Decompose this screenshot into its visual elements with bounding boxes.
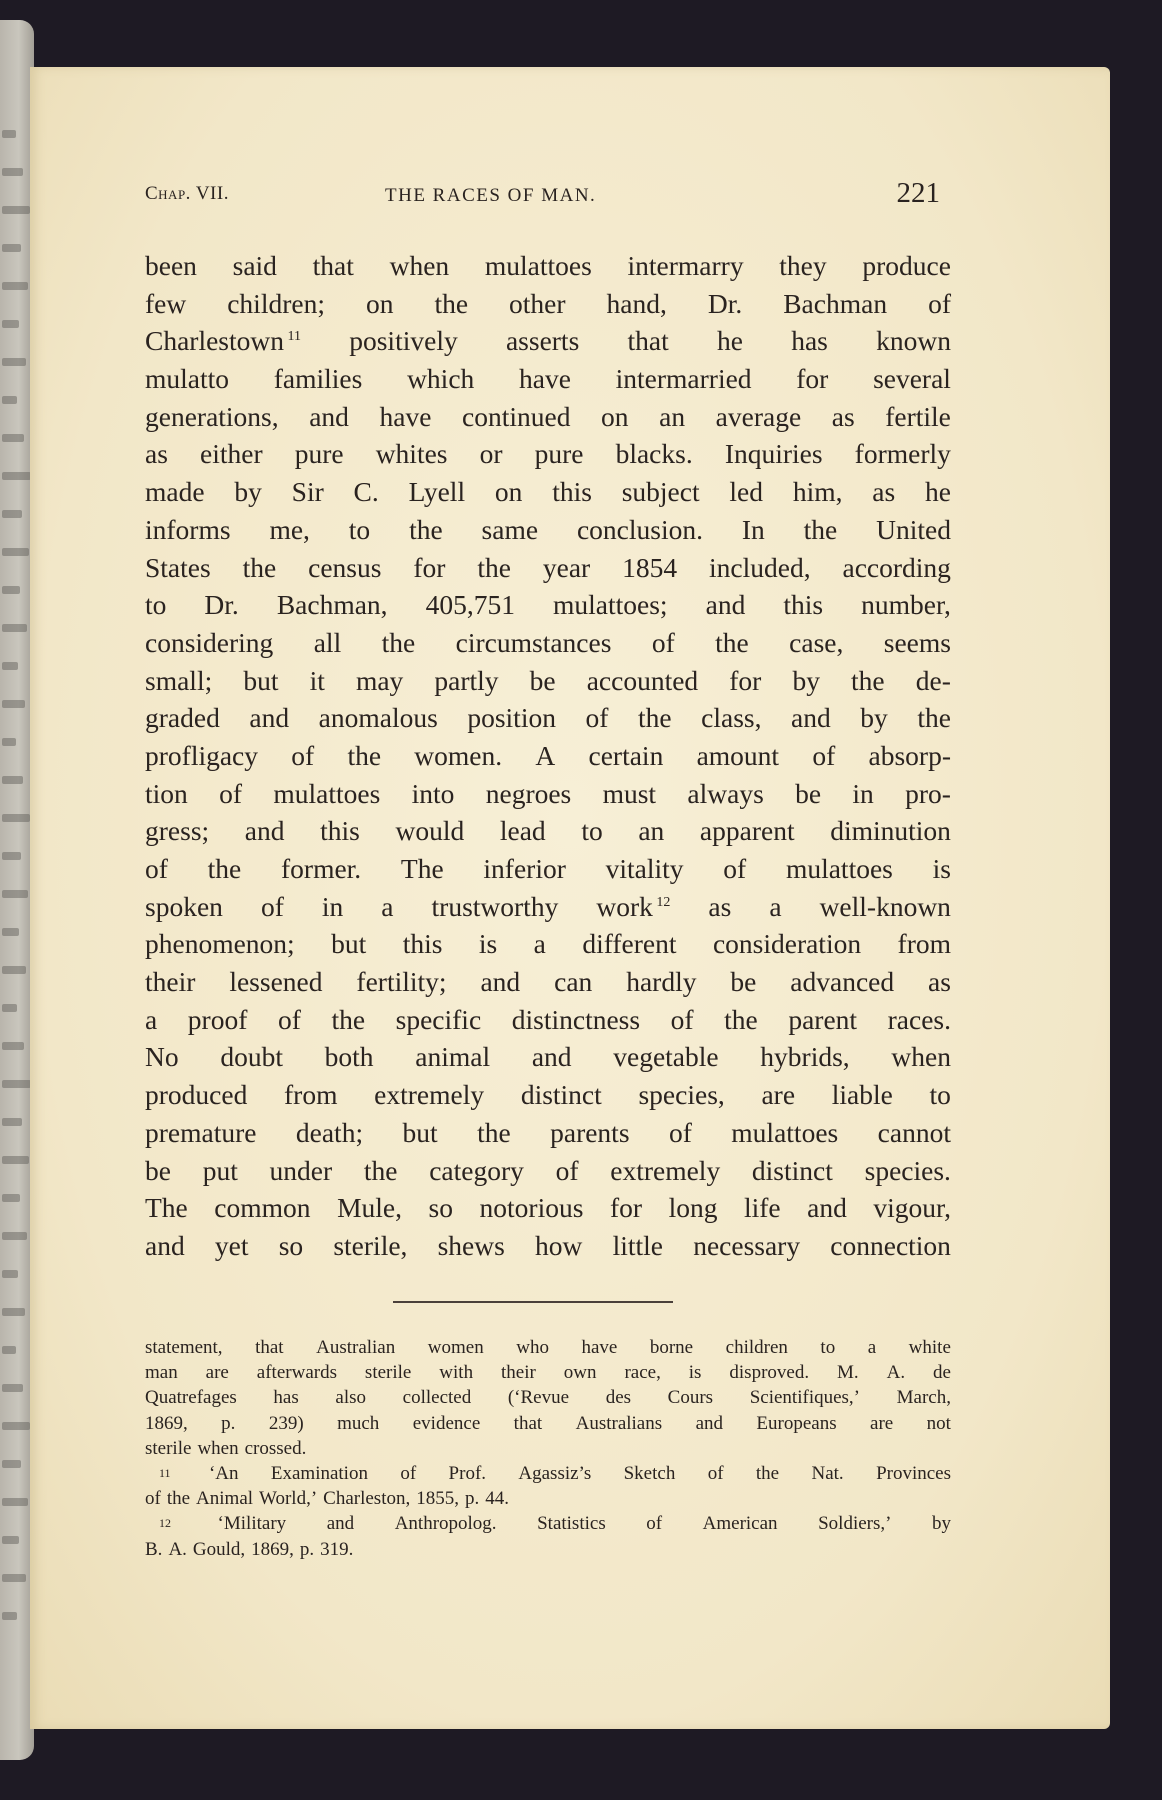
spine-text-smudge [2, 1118, 22, 1126]
spine-text-smudge [2, 776, 23, 784]
spine-text-smudge [2, 814, 30, 822]
body-line: profligacy of the women. A certain amount of absorp- [145, 739, 951, 771]
body-line: small; but it may partly be accounted for by the de- [145, 664, 951, 696]
footnote-reference: 11 [284, 329, 301, 345]
body-line: made by Sir C. Lyell on this subject led him, as he [145, 476, 951, 508]
spine-text-smudge [2, 738, 16, 746]
footnote-line: 11 ‘An Examination of Prof. Agassiz’s Sketch of the Nat. Provinces [145, 1461, 951, 1486]
spine-text-smudge [2, 244, 21, 252]
body-line: and yet so sterile, shews how little necessary connection [145, 1229, 951, 1261]
chapter-label: Chap. VII. [145, 183, 229, 204]
body-text [145, 247, 951, 1265]
spine-text-smudge [2, 700, 25, 708]
body-line: informs me, to the same conclusion. In the United [145, 513, 951, 545]
footnote-line: sterile when crossed. [145, 1437, 307, 1459]
spine-text-smudge [2, 168, 23, 176]
spine-text-smudge [2, 1042, 24, 1050]
adjacent-page-spine [0, 20, 34, 1760]
body-line: spoken of in a trustworthy work $^{12}$ as a well-known [145, 890, 951, 922]
footnote-line: 1869, p. 239) much evidence that Australians and Europeans are not [145, 1412, 951, 1434]
body-line: No doubt both animal and vegetable hybrids, when [145, 1041, 951, 1073]
body-line: tion of mulattoes into negroes must always be in pro- [145, 777, 951, 809]
spine-text-smudge [2, 472, 31, 480]
spine-text-smudge [2, 890, 28, 898]
body-line: be put under the category of extremely distinct species. [145, 1154, 951, 1186]
page-number: 221 [896, 177, 940, 209]
spine-text-smudge [2, 1460, 21, 1468]
body-line: mulatto families which have intermarried for several [145, 363, 951, 395]
body-line: been said that when mulattoes intermarry they produce [145, 250, 951, 281]
running-title: THE RACES OF MAN. [385, 185, 597, 206]
body-line: gress; and this would lead to an apparent diminution [145, 815, 951, 847]
spine-text-smudge [2, 320, 19, 328]
body-line: generations, and have continued on an average as fertile [145, 400, 951, 432]
footnote-marker: 11 [159, 1465, 171, 1480]
body-line: phenomenon; but this is a different consideration from [145, 928, 951, 960]
spine-text-smudge [2, 1384, 23, 1392]
spine-text-smudge [2, 434, 24, 442]
body-line: graded and anomalous position of the class, and by the [145, 702, 951, 734]
spine-text-smudge [2, 1536, 19, 1544]
body-line: their lessened fertility; and can hardly be advanced as [145, 966, 951, 998]
footnote-marker: 12 [159, 1516, 171, 1531]
spine-text-smudge [2, 966, 26, 974]
body-line: a proof of the specific distinctness of the parent races. [145, 1003, 951, 1035]
spine-text-smudge [2, 358, 26, 366]
spine-text-smudge [2, 1612, 17, 1620]
spine-text-smudge [2, 1080, 31, 1088]
spine-text-smudge [2, 130, 16, 138]
footnote-line: Quatrefages has also collected (‘Revue des Cours Scientifiques,’ March, [145, 1387, 951, 1409]
footnote-line: of the Animal World,’ Charleston, 1855, p. 44. [145, 1488, 509, 1510]
body-line: produced from extremely distinct species, are liable to [145, 1079, 951, 1111]
spine-text-smudge [2, 1346, 16, 1354]
spine-text-smudge [2, 206, 30, 214]
book-page [30, 67, 1110, 1729]
body-line: States the census for the year 1854 included, according [145, 551, 951, 583]
spine-text-smudge [2, 1498, 28, 1506]
body-line: premature death; but the parents of mulattoes cannot [145, 1116, 951, 1148]
body-line: as either pure whites or pure blacks. Inquiries formerly [145, 438, 951, 470]
spine-text-smudge [2, 548, 29, 556]
spine-text-smudge [2, 586, 20, 594]
footnote-reference: 12 [652, 894, 671, 910]
spine-text-smudge [2, 510, 22, 518]
spine-text-smudge [2, 1308, 25, 1316]
body-line: considering all the circumstances of the case, seems [145, 626, 951, 658]
spine-text-smudge [2, 1232, 27, 1240]
spine-text-smudge [2, 624, 27, 632]
running-header [145, 175, 940, 215]
spine-text-smudge [2, 1004, 17, 1012]
footnotes [145, 1335, 951, 1562]
spine-text-smudge [2, 852, 21, 860]
spine-text-smudge [2, 928, 19, 936]
spine-text-smudge [2, 662, 18, 670]
body-line: few children; on the other hand, Dr. Bachman of [145, 287, 951, 319]
spine-text-smudge [2, 1270, 18, 1278]
spine-text-smudge [2, 1156, 29, 1164]
spine-text-smudge [2, 396, 17, 404]
footnote-line: statement, that Australian women who have borne children to a white [145, 1337, 951, 1358]
body-line: The common Mule, so notorious for long life and vigour, [145, 1192, 951, 1224]
spine-text-smudge [2, 1574, 26, 1582]
body-line: of the former. The inferior vitality of mulattoes is [145, 853, 951, 884]
body-line: Charlestown $^{11}$ positively asserts that he has known [145, 325, 951, 357]
spine-text-smudge [2, 282, 28, 290]
footnote-divider [393, 1301, 673, 1303]
footnote-line: man are afterwards sterile with their own race, is disproved. M. A. de [145, 1362, 951, 1384]
spine-text-smudge [2, 1422, 30, 1430]
spine-text-smudge [2, 1194, 20, 1202]
footnote-line: 12 ‘Military and Anthropolog. Statistics of American Soldiers,’ by [145, 1511, 951, 1536]
footnote-line: B. A. Gould, 1869, p. 319. [145, 1538, 354, 1560]
body-line: to Dr. Bachman, 405,751 mulattoes; and this number, [145, 589, 951, 621]
